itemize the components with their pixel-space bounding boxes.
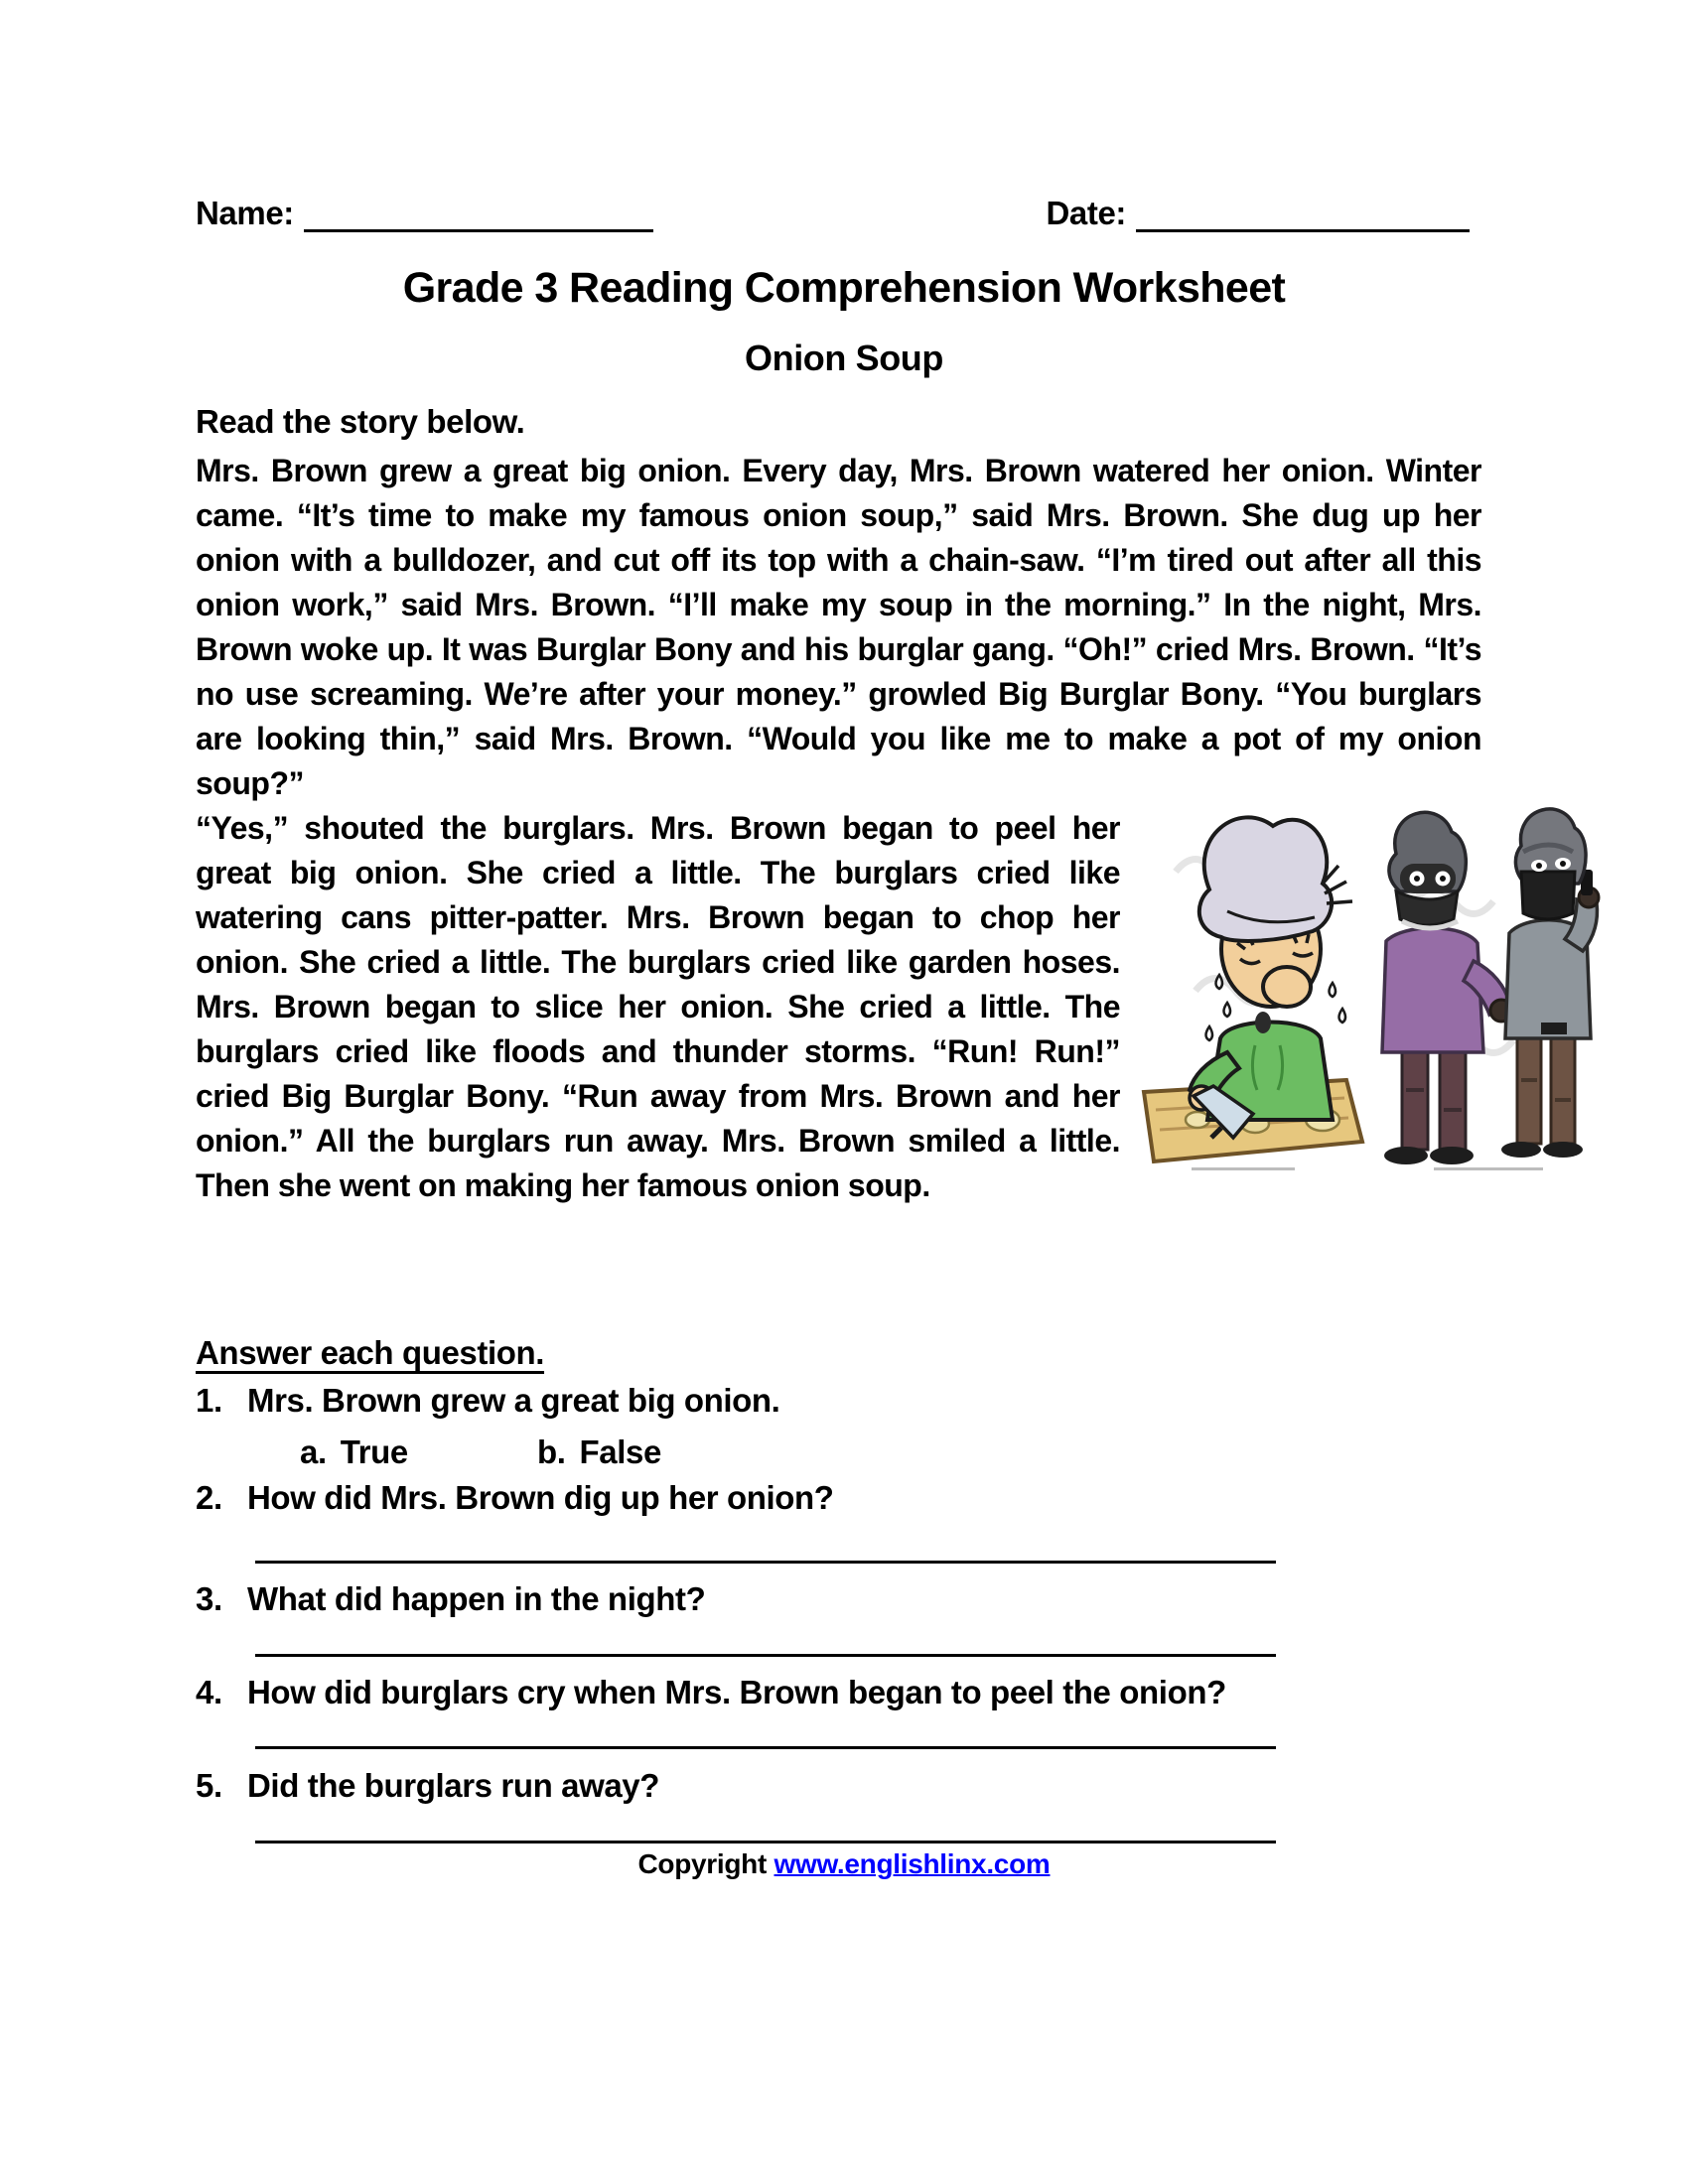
footer — [0, 1848, 1688, 1880]
question-5 — [196, 1767, 1536, 1805]
answer-line-q2[interactable] — [255, 1561, 1276, 1564]
question-3-text: What did happen in the night? — [247, 1580, 706, 1617]
story-paragraph-1: Mrs. Brown grew a great big onion. Every day, Mrs. Brown watered her onion. Winter came. “It’s time to make my famous onion soup,” said Mrs. Brown. She dug up her onion with a bulldozer, and cut off its top with a chain-saw. “I’m tired out after all this onion work,” said Mrs. Brown. “I’ll make my soup in the morning.” In the night, Mrs. Brown woke up. It was Burglar Bony and his burglar gang. “Oh!” cried Mrs. Brown. “It’s no use screaming. We’re after your money.” growled Big Burglar Bony. “You burglars are looking thin,” said Mrs. Brown. “Would you like me to make a pot of my onion soup?” — [196, 453, 1481, 801]
name-underline[interactable] — [304, 200, 653, 232]
question-1-number: 1. — [196, 1382, 222, 1419]
burglars-illustration — [1382, 809, 1599, 1164]
question-2-text: How did Mrs. Brown dig up her onion? — [247, 1479, 834, 1516]
story-paragraph-2: “Yes,” shouted the burglars. Mrs. Brown began to peel her great big onion. She cried a little. The burglars cried like watering cans pitter-patter. Mrs. Brown began to chop her onion. She cried a little. The burglars cried like garden hoses. Mrs. Brown began to slice her onion. She cried a little. The burglars cried like floods and thunder storms. “Run! Run!” cried Big Burglar Bony. “Run away from Mrs. Brown and her onion.” All the burglars run away. Mrs. Brown smiled a little. Then she went on making her famous onion soup. — [196, 810, 1120, 1203]
page-title: Grade 3 Reading Comprehension Worksheet — [402, 264, 1286, 312]
question-4 — [196, 1674, 1536, 1711]
option-true[interactable] — [300, 1433, 408, 1471]
answer-line-q5[interactable] — [255, 1841, 1276, 1843]
question-5-text: Did the burglars run away? — [247, 1767, 660, 1804]
name-field — [196, 195, 653, 232]
tiny-caption-marks — [1192, 1167, 1543, 1170]
question-3-number: 3. — [196, 1580, 222, 1617]
question-4-number: 4. — [196, 1674, 222, 1710]
question-2-number: 2. — [196, 1479, 222, 1516]
option-false-label: b. — [537, 1433, 566, 1470]
question-1-text: Mrs. Brown grew a great big onion. — [247, 1382, 780, 1419]
copyright-link[interactable]: www.englishlinx.com — [774, 1848, 1051, 1879]
page-subtitle: Onion Soup — [745, 338, 943, 378]
question-3 — [196, 1580, 1536, 1618]
option-true-text: True — [340, 1433, 408, 1470]
copyright-label: Copyright — [637, 1848, 768, 1879]
questions-header: Answer each question. — [196, 1334, 545, 1371]
instruction-text: Read the story below. — [196, 403, 525, 440]
question-2 — [196, 1479, 1536, 1517]
date-field — [1046, 195, 1470, 232]
story-paragraph-2-wrap — [196, 806, 1481, 1208]
story-illustration — [1136, 792, 1603, 1174]
option-false-text: False — [579, 1433, 661, 1470]
name-label: Name: — [196, 195, 294, 231]
date-label: Date: — [1046, 195, 1126, 231]
header-row — [196, 195, 1470, 232]
question-4-text: How did burglars cry when Mrs. Brown began to peel the onion? — [247, 1674, 1226, 1710]
story-text — [196, 449, 1481, 1208]
date-underline[interactable] — [1136, 200, 1470, 232]
question-1 — [196, 1382, 1536, 1420]
answer-line-q4[interactable] — [255, 1746, 1276, 1749]
answer-line-q3[interactable] — [255, 1654, 1276, 1657]
option-false[interactable] — [537, 1433, 661, 1471]
option-true-label: a. — [300, 1433, 327, 1470]
question-5-number: 5. — [196, 1767, 222, 1804]
